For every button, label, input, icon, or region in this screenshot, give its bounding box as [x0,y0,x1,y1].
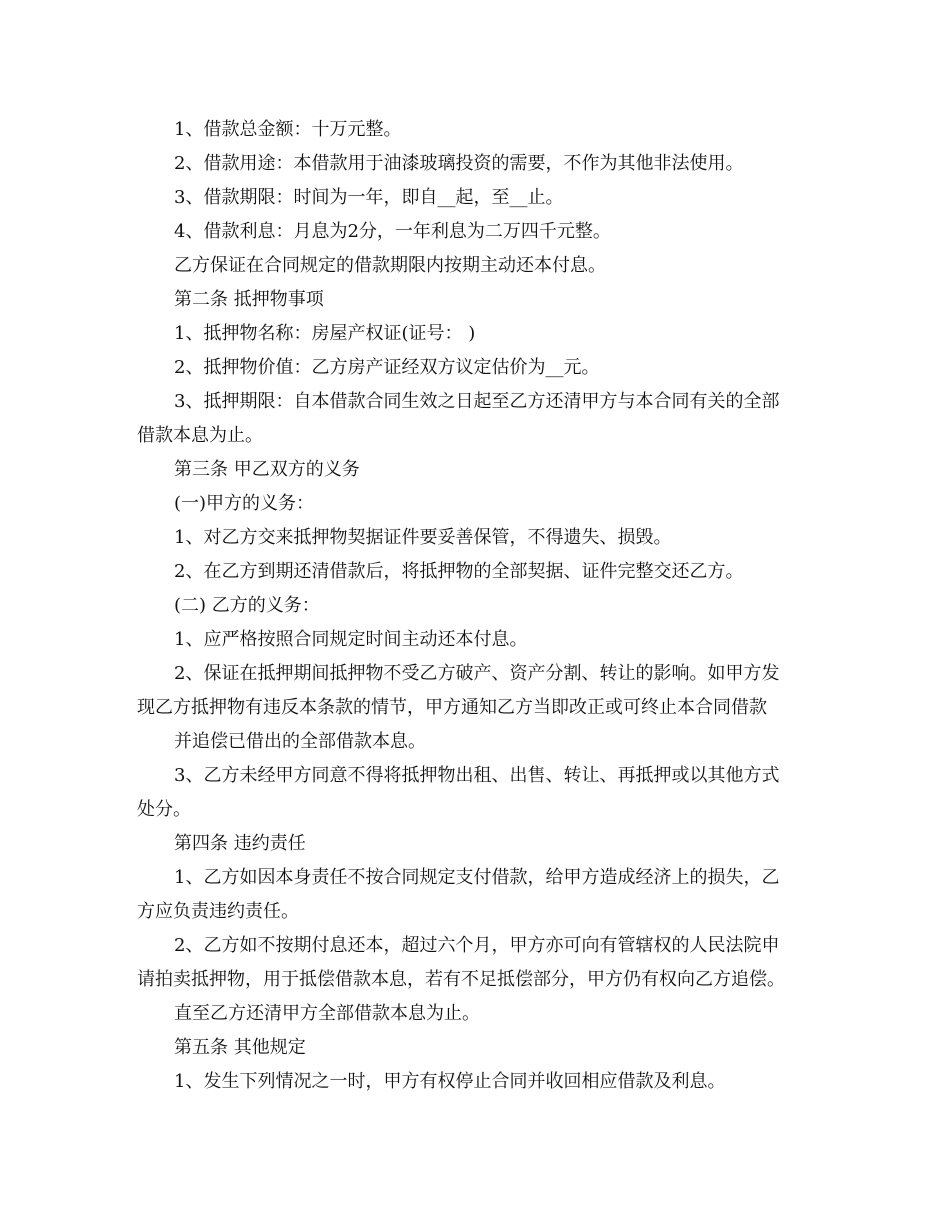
text-line: 请拍卖抵押物，用于抵偿借款本息，若有不足抵偿部分，甲方仍有权向乙方追偿。 [137,969,785,990]
text-line: 2、在乙方到期还清借款后，将抵押物的全部契据、证件完整交还乙方。 [174,561,744,582]
section-heading: 第三条 甲乙双方的义务 [174,459,360,480]
text-line: 1、乙方如因本身责任不按合同规定支付借款，给甲方造成经济上的损失，乙 [174,867,780,888]
section-heading: 第四条 违约责任 [174,833,306,854]
text-line: 乙方保证在合同规定的借款期限内按期主动还本付息。 [174,255,606,276]
text-line: 4、借款利息：月息为2分，一年利息为二万四千元整。 [174,221,611,242]
text-line: 1、发生下列情况之一时，甲方有权停止合同并收回相应借款及利息。 [174,1071,726,1092]
text-line: 3、乙方未经甲方同意不得将抵押物出租、出售、转让、再抵押或以其他方式 [174,765,780,786]
text-line: 1、抵押物名称：房屋产权证(证号： ) [174,323,476,344]
text-line: 3、借款期限：时间为一年，即自__起，至__止。 [174,187,564,208]
subsection-heading: (一)甲方的义务： [174,493,315,514]
text-line: 2、抵押物价值：乙方房产证经双方议定估价为__元。 [174,357,600,378]
section-heading: 第五条 其他规定 [174,1037,306,1058]
text-line: 2、乙方如不按期付息还本，超过六个月，甲方亦可向有管辖权的人民法院申 [174,935,780,956]
text-line: 处分。 [137,799,191,820]
text-line: 2、借款用途：本借款用于油漆玻璃投资的需要，不作为其他非法使用。 [174,153,744,174]
section-heading: 第二条 抵押物事项 [174,289,324,310]
text-line: 并追偿已借出的全部借款本息。 [174,731,426,752]
subsection-heading: (二) 乙方的义务： [174,595,320,616]
text-line: 1、借款总金额：十万元整。 [174,119,402,140]
text-line: 3、抵押期限：自本借款合同生效之日起至乙方还清甲方与本合同有关的全部 [174,391,780,412]
text-line: 1、应严格按照合同规定时间主动还本付息。 [174,629,528,650]
text-line: 1、对乙方交来抵押物契据证件要妥善保管，不得遗失、损毁。 [174,527,672,548]
text-line: 方应负责违约责任。 [137,901,299,922]
text-line: 借款本息为止。 [137,425,263,446]
text-line: 直至乙方还清甲方全部借款本息为止。 [174,1003,480,1024]
text-line: 现乙方抵押物有违反本条款的情节，甲方通知乙方当即改正或可终止本合同借款 [137,697,767,718]
text-line: 2、保证在抵押期间抵押物不受乙方破产、资产分割、转让的影响。如甲方发 [174,663,780,684]
